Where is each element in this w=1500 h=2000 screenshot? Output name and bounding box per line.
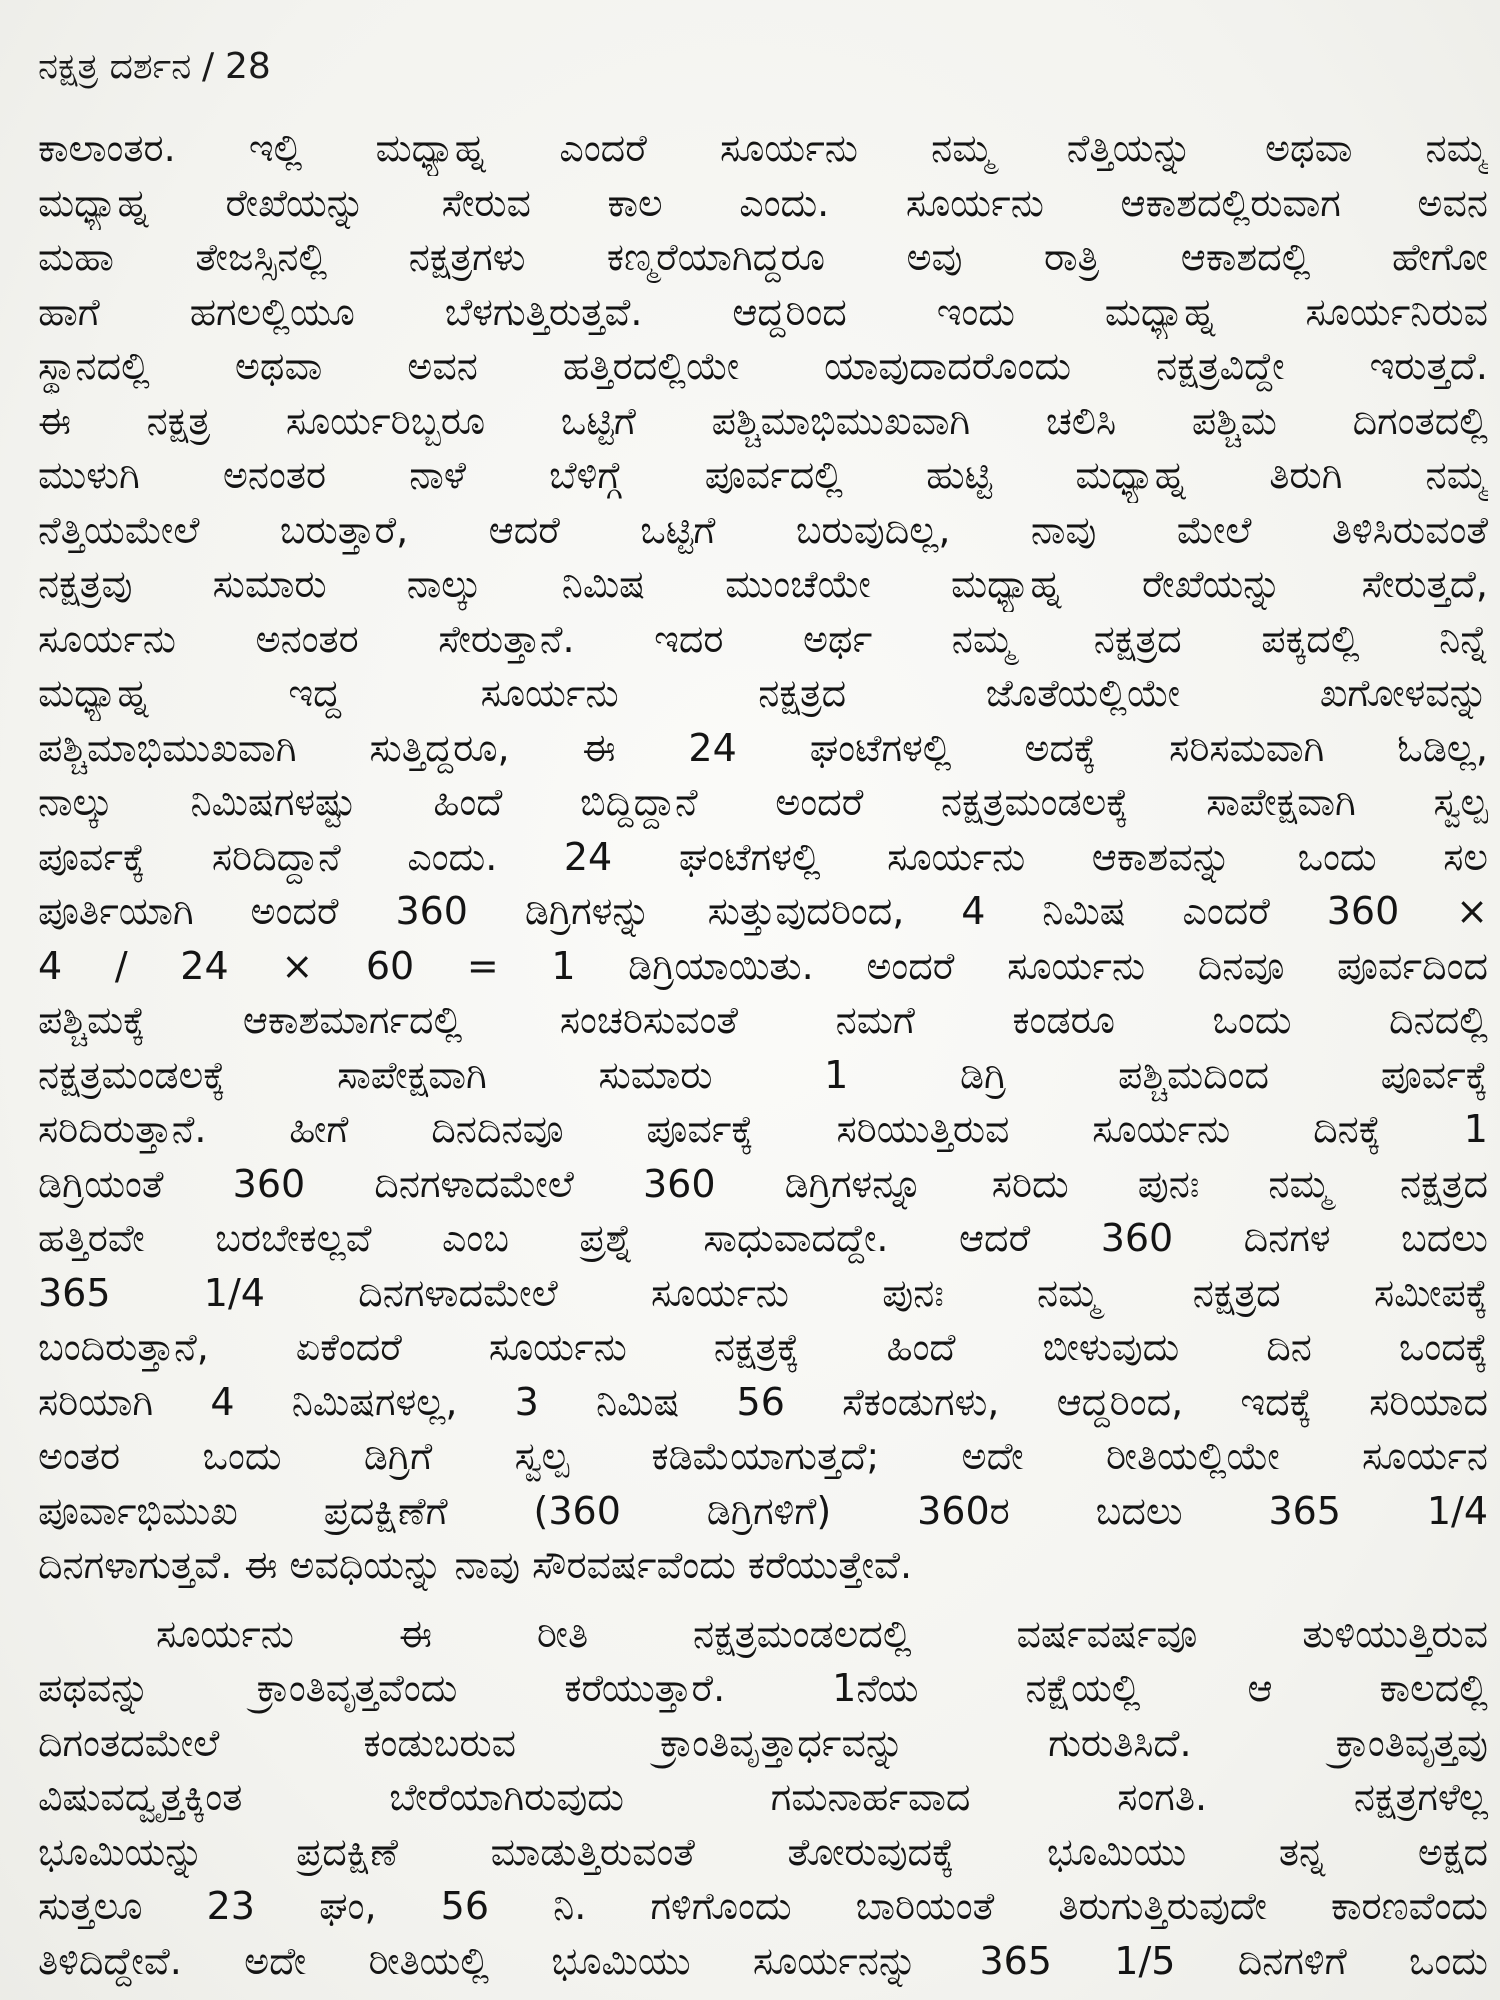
text-line: ಈ ನಕ್ಷತ್ರ ಸೂರ್ಯರಿಬ್ಬರೂ ಒಟ್ಟಿಗೆ ಪಶ್ಚಿಮಾಭಿಮುಖವಾಗಿ ಚಲಿಸಿ ಪಶ್ಚಿಮ ದಿಗಂತದಲ್ಲಿ [38,398,1488,443]
page-number: 28 [224,46,271,87]
text-line: ಹತ್ತಿರವೇ ಬರಬೇಕಲ್ಲವೆ ಎಂಬ ಪ್ರಶ್ನೆ ಸಾಧುವಾದದ್ದೇ. ಆದರೆ 360 ದಿನಗಳ ಬದಲು [38,1216,1488,1260]
text-line: ಪಶ್ಚಿಮಕ್ಕೆ ಆಕಾಶಮಾರ್ಗದಲ್ಲಿ ಸಂಚರಿಸುವಂತೆ ನಮಗೆ ಕಂಡರೂ ಒಂದು ದಿನದಲ್ಲಿ [38,998,1488,1042]
text-line: ನಕ್ಷತ್ರಮಂಡಲಕ್ಕೆ ಸಾಪೇಕ್ಷವಾಗಿ ಸುಮಾರು 1 ಡಿಗ್ರಿ ಪಶ್ಚಿಮದಿಂದ ಪೂರ್ವಕ್ಕೆ [38,1052,1488,1097]
text-line: ಬಂದಿರುತ್ತಾನೆ, ಏಕೆಂದರೆ ಸೂರ್ಯನು ನಕ್ಷತ್ರಕ್ಕೆ ಹಿಂದೆ ಬೀಳುವುದು ದಿನ ಒಂದಕ್ಕೆ [38,1325,1488,1369]
text-line: ಸರಿದಿರುತ್ತಾನೆ. ಹೀಗೆ ದಿನದಿನವೂ ಪೂರ್ವಕ್ಕೆ ಸರಿಯುತ್ತಿರುವ ಸೂರ್ಯನು ದಿನಕ್ಕೆ 1 [38,1107,1488,1151]
text-line: ಮಧ್ಯಾಹ್ನ ಇದ್ದ ಸೂರ್ಯನು ನಕ್ಷತ್ರದ ಜೊತೆಯಲ್ಲಿಯೇ ಖಗೋಳವನ್ನು [38,671,1488,715]
text-line: 365 1/4 ದಿನಗಳಾದಮೇಲೆ ಸೂರ್ಯನು ಪುನಃ ನಮ್ಮ ನಕ್ಷತ್ರದ ಸಮೀಪಕ್ಕೆ [38,1270,1488,1315]
text-line: 4 / 24 × 60 = 1 ಡಿಗ್ರಿಯಾಯಿತು. ಅಂದರೆ ಸೂರ್ಯನು ದಿನವೂ ಪೂರ್ವದಿಂದ [38,943,1488,988]
text-line: ದಿನಗಳಾಗುತ್ತವೆ. ಈ ಅವಧಿಯನ್ನು ನಾವು ಸೌರವರ್ಷವೆಂದು ಕರೆಯುತ್ತೇವೆ. [38,1543,913,1587]
text-line: ಮಧ್ಯಾಹ್ನ ರೇಖೆಯನ್ನು ಸೇರುವ ಕಾಲ ಎಂದು. ಸೂರ್ಯನು ಆಕಾಶದಲ್ಲಿರುವಾಗ ಅವನ [38,180,1488,225]
text-line: ತಿಳಿದಿದ್ದೇವೆ. ಅದೇ ರೀತಿಯಲ್ಲಿ ಭೂಮಿಯು ಸೂರ್ಯನನ್ನು 365 1/5 ದಿನಗಳಿಗೆ ಒಂದು [38,1938,1488,1983]
text-line: ಮಹಾ ತೇಜಸ್ಸಿನಲ್ಲಿ ನಕ್ಷತ್ರಗಳು ಕಣ್ಮರೆಯಾಗಿದ್ದರೂ ಅವು ರಾತ್ರಿ ಆಕಾಶದಲ್ಲಿ ಹೇಗೋ [38,235,1488,279]
text-line: ಸ್ಥಾನದಲ್ಲಿ ಅಥವಾ ಅವನ ಹತ್ತಿರದಲ್ಲಿಯೇ ಯಾವುದಾದರೊಂದು ನಕ್ಷತ್ರವಿದ್ದೇ ಇರುತ್ತದೆ. [38,344,1488,388]
text-line: ಪಥವನ್ನು ಕ್ರಾಂತಿವೃತ್ತವೆಂದು ಕರೆಯುತ್ತಾರೆ. 1ನೆಯ ನಕ್ಷೆಯಲ್ಲಿ ಆ ಕಾಲದಲ್ಲಿ [38,1666,1488,1710]
text-line: ದಿಗಂತದಮೇಲೆ ಕಂಡುಬರುವ ಕ್ರಾಂತಿವೃತ್ತಾರ್ಧವನ್ನು ಗುರುತಿಸಿದೆ. ಕ್ರಾಂತಿವೃತ್ತವು [38,1720,1488,1765]
text-line: ಅಂತರ ಒಂದು ಡಿಗ್ರಿಗೆ ಸ್ವಲ್ಪ ಕಡಿಮೆಯಾಗುತ್ತದೆ; ಅದೇ ರೀತಿಯಲ್ಲಿಯೇ ಸೂರ್ಯನ [38,1434,1488,1478]
text-line: ಸರಿಯಾಗಿ 4 ನಿಮಿಷಗಳಲ್ಲ, 3 ನಿಮಿಷ 56 ಸೆಕಂಡುಗಳು, ಆದ್ದರಿಂದ, ಇದಕ್ಕೆ ಸರಿಯಾದ [38,1379,1488,1424]
text-line: ಭೂಮಿಯನ್ನು ಪ್ರದಕ್ಷಿಣೆ ಮಾಡುತ್ತಿರುವಂತೆ ತೋರುವುದಕ್ಕೆ ಭೂಮಿಯು ತನ್ನ ಅಕ್ಷದ [38,1829,1488,1874]
book-title: ನಕ್ಷತ್ರ ದರ್ಶನ [38,46,192,87]
paragraph [38,1607,1488,1989]
text-line: ಸುತ್ತಲೂ 23 ಘಂ, 56 ನಿ. ಗಳಿಗೊಂದು ಬಾರಿಯಂತೆ ತಿರುಗುತ್ತಿರುವುದೇ ಕಾರಣವೆಂದು [38,1884,1488,1928]
header-separator: / [202,46,215,87]
text-line: ನಾಲ್ಕು ನಿಮಿಷಗಳಷ್ಟು ಹಿಂದೆ ಬಿದ್ದಿದ್ದಾನೆ ಅಂದರೆ ನಕ್ಷತ್ರಮಂಡಲಕ್ಕೆ ಸಾಪೇಕ್ಷವಾಗಿ ಸ್ವಲ್ಪ [38,780,1488,824]
text-line: ಪೂರ್ತಿಯಾಗಿ ಅಂದರೆ 360 ಡಿಗ್ರಿಗಳನ್ನು ಸುತ್ತುವುದರಿಂದ, 4 ನಿಮಿಷ ಎಂದರೆ 360 × [38,889,1488,933]
text-line: ಪಶ್ಚಿಮಾಭಿಮುಖವಾಗಿ ಸುತ್ತಿದ್ದರೂ, ಈ 24 ಘಂಟೆಗಳಲ್ಲಿ ಅದಕ್ಕೆ ಸರಿಸಮವಾಗಿ ಓಡಿಲ್ಲ, [38,725,1488,770]
body-text [38,121,1488,1988]
text-line: ಪೂರ್ವಕ್ಕೆ ಸರಿದಿದ್ದಾನೆ ಎಂದು. 24 ಘಂಟೆಗಳಲ್ಲಿ ಸೂರ್ಯನು ಆಕಾಶವನ್ನು ಒಂದು ಸಲ [38,834,1488,879]
running-header [38,44,271,90]
text-line: ಡಿಗ್ರಿಯಂತೆ 360 ದಿನಗಳಾದಮೇಲೆ 360 ಡಿಗ್ರಿಗಳನ್ನೂ ಸರಿದು ಪುನಃ ನಮ್ಮ ನಕ್ಷತ್ರದ [38,1161,1488,1206]
text-line: ನೆತ್ತಿಯಮೇಲೆ ಬರುತ್ತಾರೆ, ಆದರೆ ಒಟ್ಟಿಗೆ ಬರುವುದಿಲ್ಲ, ನಾವು ಮೇಲೆ ತಿಳಿಸಿರುವಂತೆ [38,507,1488,552]
text-line: ವಿಷುವದ್ವೃತ್ತಕ್ಕಿಂತ ಬೇರೆಯಾಗಿರುವುದು ಗಮನಾರ್ಹವಾದ ಸಂಗತಿ. ನಕ್ಷತ್ರಗಳೆಲ್ಲ [38,1775,1488,1819]
text-line: ಹಾಗೆ ಹಗಲಲ್ಲಿಯೂ ಬೆಳಗುತ್ತಿರುತ್ತವೆ. ಆದ್ದರಿಂದ ಇಂದು ಮಧ್ಯಾಹ್ನ ಸೂರ್ಯನಿರುವ [38,289,1488,334]
paragraph [38,121,1488,1593]
text-line: ಮುಳುಗಿ ಅನಂತರ ನಾಳೆ ಬೆಳಿಗ್ಗೆ ಪೂರ್ವದಲ್ಲಿ ಹುಟ್ಟಿ ಮಧ್ಯಾಹ್ನ ತಿರುಗಿ ನಮ್ಮ [38,453,1488,497]
text-line: ಸೂರ್ಯನು ಈ ರೀತಿ ನಕ್ಷತ್ರಮಂಡಲದಲ್ಲಿ ವರ್ಷವರ್ಷವೂ ತುಳಿಯುತ್ತಿರುವ [156,1611,1488,1656]
text-line: ಸೂರ್ಯನು ಅನಂತರ ಸೇರುತ್ತಾನೆ. ಇದರ ಅರ್ಥ ನಮ್ಮ ನಕ್ಷತ್ರದ ಪಕ್ಕದಲ್ಲಿ ನಿನ್ನೆ [38,616,1488,661]
text-line: ಕಾಲಾಂತರ. ಇಲ್ಲಿ ಮಧ್ಯಾಹ್ನ ಎಂದರೆ ಸೂರ್ಯನು ನಮ್ಮ ನೆತ್ತಿಯನ್ನು ಅಥವಾ ನಮ್ಮ [38,126,1488,170]
text-line: ಪೂರ್ವಾಭಿಮುಖ ಪ್ರದಕ್ಷಿಣೆಗೆ (360 ಡಿಗ್ರಿಗಳಿಗೆ) 360ರ ಬದಲು 365 1/4 [38,1488,1488,1533]
text-line: ನಕ್ಷತ್ರವು ಸುಮಾರು ನಾಲ್ಕು ನಿಮಿಷ ಮುಂಚೆಯೇ ಮಧ್ಯಾಹ್ನ ರೇಖೆಯನ್ನು ಸೇರುತ್ತದೆ, [38,562,1488,606]
